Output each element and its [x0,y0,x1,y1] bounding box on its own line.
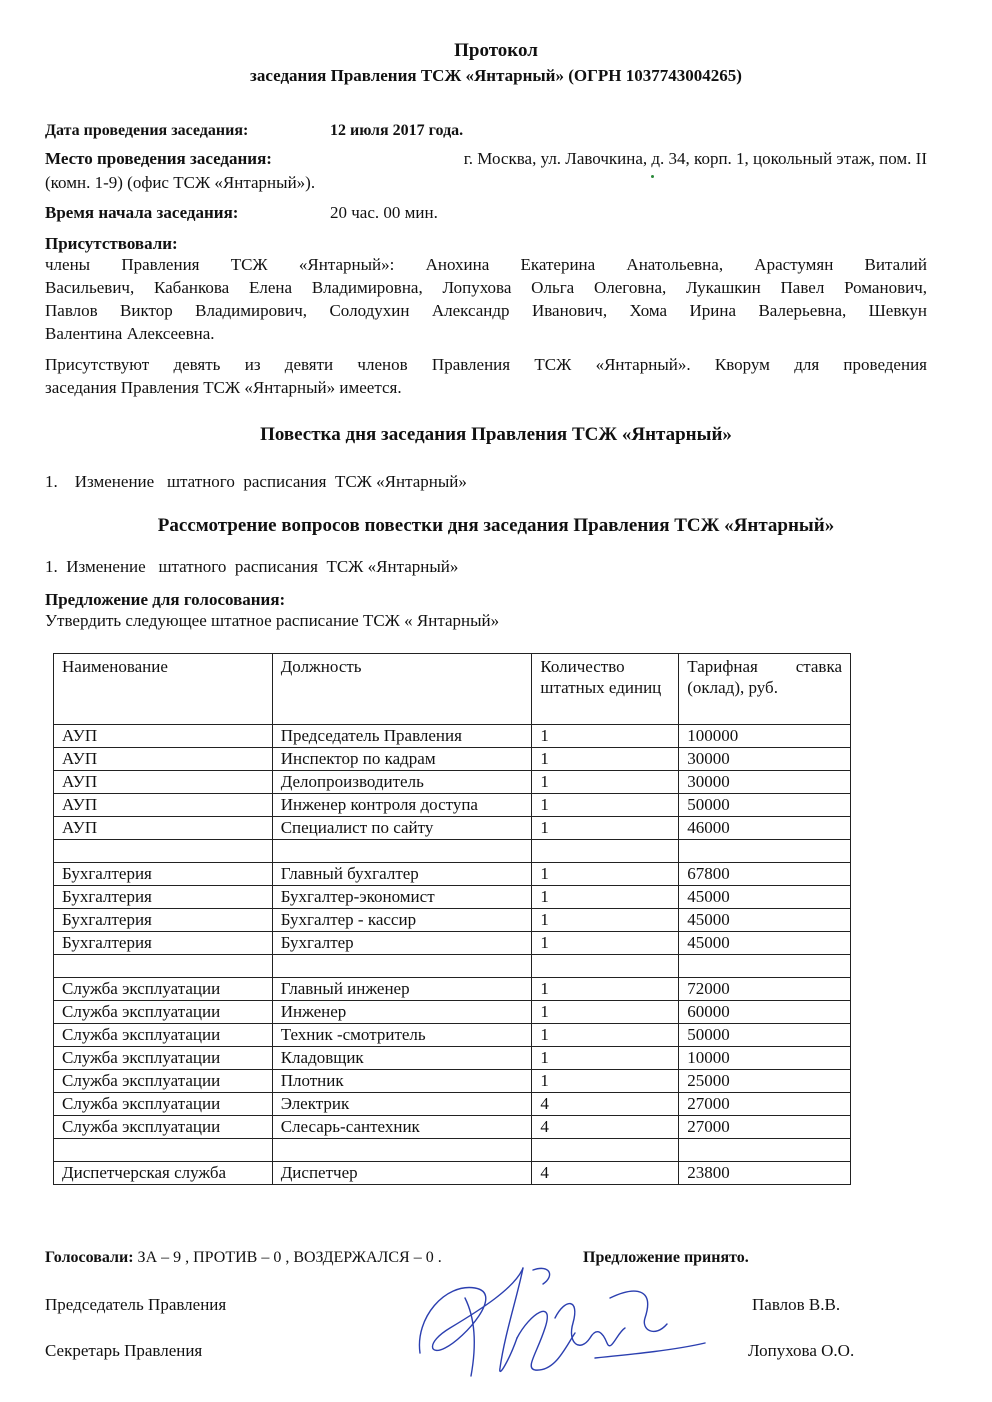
cell-count: 1 [532,886,679,909]
quorum-line-2: заседания Правления ТСЖ «Янтарный» имеется. [45,378,402,397]
cell-position: Председатель Правления [272,725,532,748]
vote-counts: ЗА – 9 , ПРОТИВ – 0 , ВОЗДЕРЖАЛСЯ – 0 . [137,1249,442,1266]
place-label: Место проведения заседания: [45,149,272,168]
table-row [54,1093,851,1116]
cell-name: АУП [54,771,273,794]
cell-position [272,955,532,978]
cell-count: 1 [532,978,679,1001]
cell-count: 1 [532,932,679,955]
meeting-place [45,147,927,170]
cell-count: 1 [532,817,679,840]
cell-name: Служба эксплуатации [54,978,273,1001]
staff-schedule-table [53,653,851,1185]
cell-name: Служба эксплуатации [54,1093,273,1116]
cell-name: Служба эксплуатации [54,1047,273,1070]
secretary-name: Лопухова О.О. [748,1341,855,1360]
cell-name: АУП [54,817,273,840]
header-cell-count: Количество штатных единиц [532,654,679,725]
cell-rate: 60000 [679,1001,851,1024]
cell-count: 1 [532,1070,679,1093]
attendance-label: Присутствовали: [45,234,178,253]
members-line-3: Павлов Виктор Владимирович, Солодухин Александр Иванович, Хома Ирина Валерьевна, Шевкун [45,301,927,320]
date-label: Дата проведения заседания: [45,122,249,139]
cell-position [272,840,532,863]
table-row [54,1001,851,1024]
cell-position: Главный инженер [272,978,532,1001]
cell-name [54,1139,273,1162]
cell-count: 1 [532,909,679,932]
document-title: Протокол [454,40,538,61]
agenda-heading: Повестка дня заседания Правления ТСЖ «Янтарный» [260,424,732,445]
vote-decision: Предложение принято. [583,1249,749,1266]
cell-position: Электрик [272,1093,532,1116]
cell-name: Бухгалтерия [54,886,273,909]
review-item-1: 1. Изменение штатного расписания ТСЖ «Янтарный» [45,557,459,576]
cell-position: Кладовщик [272,1047,532,1070]
cell-rate: 50000 [679,794,851,817]
cell-rate: 10000 [679,1047,851,1070]
cell-rate: 50000 [679,1024,851,1047]
members-line-1: члены Правления ТСЖ «Янтарный»: Анохина Екатерина Анатольевна, Арастумян Виталий [45,255,927,274]
cell-name: Служба эксплуатации [54,1024,273,1047]
cell-name: Бухгалтерия [54,909,273,932]
cell-count: 1 [532,748,679,771]
cell-rate [679,955,851,978]
cell-position: Инспектор по кадрам [272,748,532,771]
members-line-4: Валентина Алексеевна. [45,324,215,343]
table-row [54,748,851,771]
table-row [54,863,851,886]
chair-role: Председатель Правления [45,1295,227,1314]
cell-position: Слесарь-сантехник [272,1116,532,1139]
chair-name: Павлов В.В. [752,1295,841,1314]
table-row [54,909,851,932]
meeting-time [45,201,927,224]
secretary-role: Секретарь Правления [45,1341,203,1360]
cell-rate [679,1139,851,1162]
cell-count: 1 [532,771,679,794]
proposal-label: Предложение для голосования: [45,590,286,609]
date-value: 12 июля 2017 года. [330,122,464,139]
cell-rate: 30000 [679,748,851,771]
scan-speck [651,175,654,178]
members-line-2: Васильевич, Кабанкова Елена Владимировна, Лопухова Ольга Олеговна, Лукашкин Павел Романович, [45,278,927,297]
cell-count [532,840,679,863]
cell-position [272,1139,532,1162]
meeting-date [45,119,927,142]
cell-name: Диспетчерская служба [54,1162,273,1185]
cell-rate: 23800 [679,1162,851,1185]
cell-rate: 30000 [679,771,851,794]
table-header-row [54,654,851,725]
cell-position: Главный бухгалтер [272,863,532,886]
cell-position: Инженер [272,1001,532,1024]
cell-rate: 27000 [679,1093,851,1116]
table-row [54,817,851,840]
table-row [54,955,851,978]
review-heading: Рассмотрение вопросов повестки дня заседания Правления ТСЖ «Янтарный» [157,515,835,536]
header-cell-rate: Тарифная ставка (оклад), руб. [679,654,851,725]
cell-name: Бухгалтерия [54,932,273,955]
cell-position: Специалист по сайту [272,817,532,840]
cell-rate: 45000 [679,886,851,909]
header-cell-position: Должность [272,654,532,725]
cell-name [54,840,273,863]
cell-rate: 46000 [679,817,851,840]
table-row [54,840,851,863]
cell-rate [679,840,851,863]
cell-position: Инженер контроля доступа [272,794,532,817]
proposal-text: Утвердить следующее штатное расписание ТСЖ « Янтарный» [45,611,500,630]
cell-rate: 67800 [679,863,851,886]
cell-name: АУП [54,794,273,817]
cell-rate: 72000 [679,978,851,1001]
cell-count [532,955,679,978]
table-row [54,1047,851,1070]
cell-rate: 45000 [679,909,851,932]
place-value-line-2: (комн. 1-9) (офис ТСЖ «Янтарный»). [45,173,316,192]
document-subtitle: заседания Правления ТСЖ «Янтарный» (ОГРН 1037743004265) [250,66,742,85]
quorum-line-1: Присутствуют девять из девяти членов Правления ТСЖ «Янтарный». Кворум для проведения [45,355,927,374]
cell-name: АУП [54,725,273,748]
cell-rate: 25000 [679,1070,851,1093]
cell-position: Диспетчер [272,1162,532,1185]
cell-position: Бухгалтер - кассир [272,909,532,932]
cell-count: 4 [532,1116,679,1139]
vote-label: Голосовали: [45,1249,134,1266]
table-row [54,1139,851,1162]
header-cell-name: Наименование [54,654,273,725]
cell-position: Плотник [272,1070,532,1093]
time-label: Время начала заседания: [45,203,239,222]
cell-count: 1 [532,794,679,817]
cell-count: 1 [532,1047,679,1070]
cell-name: Служба эксплуатации [54,1070,273,1093]
cell-position: Делопроизводитель [272,771,532,794]
handwritten-signature [405,1258,715,1388]
cell-name: Служба эксплуатации [54,1116,273,1139]
cell-position: Бухгалтер-экономист [272,886,532,909]
table-row [54,978,851,1001]
cell-count: 1 [532,1024,679,1047]
cell-rate: 45000 [679,932,851,955]
table-row [54,1116,851,1139]
cell-name: Бухгалтерия [54,863,273,886]
table-row [54,794,851,817]
cell-count: 4 [532,1093,679,1116]
cell-count: 1 [532,863,679,886]
cell-count: 1 [532,1001,679,1024]
table-row [54,886,851,909]
cell-position: Техник -смотритель [272,1024,532,1047]
agenda-item-1: 1. Изменение штатного расписания ТСЖ «Янтарный» [45,472,467,491]
staff-table-body [54,654,851,1185]
cell-count: 4 [532,1162,679,1185]
cell-name: АУП [54,748,273,771]
cell-rate: 27000 [679,1116,851,1139]
table-row [54,1162,851,1185]
table-row [54,1024,851,1047]
cell-name: Служба эксплуатации [54,1001,273,1024]
time-value: 20 час. 00 мин. [330,203,438,222]
place-value-line-1: г. Москва, ул. Лавочкина, д. 34, корп. 1, цокольный этаж, пом. II [463,149,927,168]
cell-count [532,1139,679,1162]
table-row [54,932,851,955]
table-row [54,725,851,748]
cell-position: Бухгалтер [272,932,532,955]
table-row [54,1070,851,1093]
cell-rate: 100000 [679,725,851,748]
cell-count: 1 [532,725,679,748]
table-row [54,771,851,794]
cell-name [54,955,273,978]
